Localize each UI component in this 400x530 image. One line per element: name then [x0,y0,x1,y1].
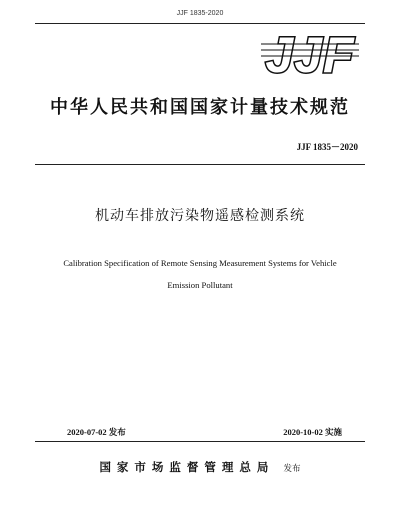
issue-label: 发布 [108,428,126,438]
jjf-logo-text: JJF [265,28,355,78]
implement-label: 实施 [324,428,342,438]
top-divider [35,23,365,24]
issuer-action: 发布 [283,464,301,474]
issuer-org: 国家市场监督管理总局 [99,460,275,474]
document-title-en [30,252,370,296]
country-title: 中华人民共和国国家计量技术规范 [50,97,350,118]
implement-date: 2020-10-02 [283,427,323,437]
issue-date: 2020-07-02 [67,427,107,437]
header-code: JJF 1835-2020 [176,10,224,17]
document-title-cn: 机动车排放污染物遥感检测系统 [95,208,305,224]
title-en-line-1: Calibration Specification of Remote Sensing Measurement Systems for Vehicle [63,258,337,268]
issuer-line [0,456,400,475]
issue-date-block [67,426,126,438]
standard-code: JJF 1835－2020 [296,142,358,152]
title-en-line-2: Emission Pollutant [167,280,233,290]
bottom-divider [35,441,365,442]
jjf-logo [255,28,365,78]
implement-date-block [283,426,342,438]
middle-divider [35,164,365,165]
